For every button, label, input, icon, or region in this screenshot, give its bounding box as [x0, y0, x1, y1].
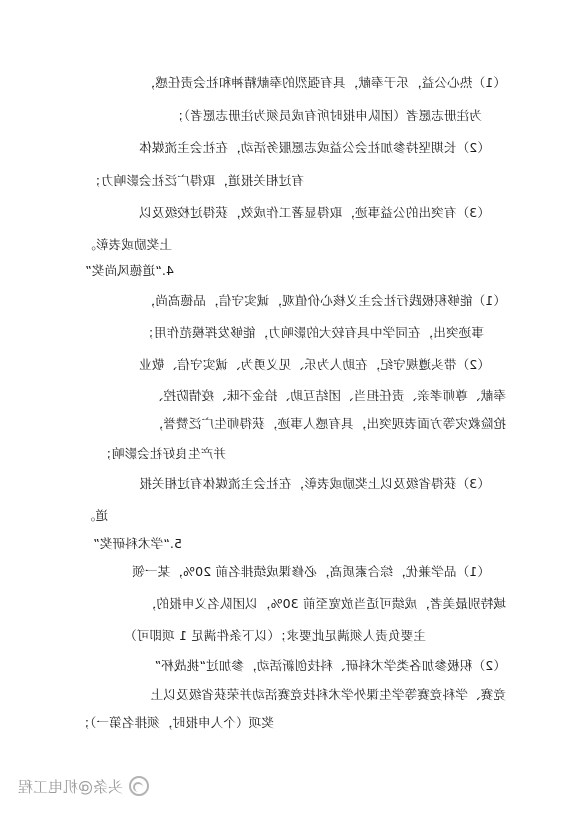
text-line: 道。 [82, 508, 108, 523]
section-heading: 4.“道德风尚奖” [85, 263, 174, 278]
watermark [0, 772, 576, 800]
text-line: （3）有突出的公益事迹，取得显著工作成效，获得过校级及以 [139, 205, 490, 220]
text-line: 奖项（个人申报时，须排名第一）； [77, 715, 274, 730]
text-line: （1）能够积极践行社会主义核心价值观，诚实守信，品德高尚， [142, 293, 506, 308]
text-line: 竞赛、学科竞赛等学生课外学术科技竞赛活动并荣获省级及以上 [150, 687, 506, 702]
text-line: 上奖励或表彰。 [83, 237, 172, 252]
text-line: 域特别最美者，成绩可适当放宽至前 30%，以团队名义申报的， [143, 596, 506, 611]
text-line: 事迹突出，在同学中具有较大的影响力，能够发挥模范作用； [141, 325, 484, 340]
text-line: （3）获得省级及以上奖励或表彰，在社会主流媒体有过相关报 [139, 476, 490, 491]
text-line: 为注册志愿者（团队申报时所有成员须为注册志愿者）； [170, 108, 482, 123]
text-line: 并产生良好社会影响； [99, 446, 226, 461]
watermark-logo-icon [129, 776, 149, 796]
text-line: （1）品学兼优，综合素质高，必修课成绩排名前 20%，某一领 [132, 564, 490, 579]
text-line: （2）带头遵规守纪，在助人为乐、见义勇为、诚实守信、敬业 [139, 357, 490, 372]
text-line: 奉献、尊师孝亲、责任担当、团结互助、拾金不昧、疫情防控、 [150, 388, 506, 403]
text-line: （2）积极参加各类学术科研、科技创新活动，参加过“挑战杯” [154, 658, 506, 673]
text-line: 抢险救灾等方面表现突出，具有感人事迹，获得师生广泛赞誉， [150, 416, 506, 431]
section-heading: 5.“学术科研奖” [93, 536, 182, 551]
text-line: 主要负责人须满足此要求；（以下条件满足 1 项即可） [124, 628, 426, 643]
text-line: 有过相关报道，取得广泛社会影响力； [88, 173, 304, 188]
text-line: （1）热心公益，乐于奉献，具有强烈的奉献精神和社会责任感， [142, 75, 506, 90]
watermark-text: 头条@机电工程 [18, 777, 124, 796]
text-line: （2）长期坚持参加社会公益或志愿服务活动，在社会主流媒体 [139, 140, 490, 155]
